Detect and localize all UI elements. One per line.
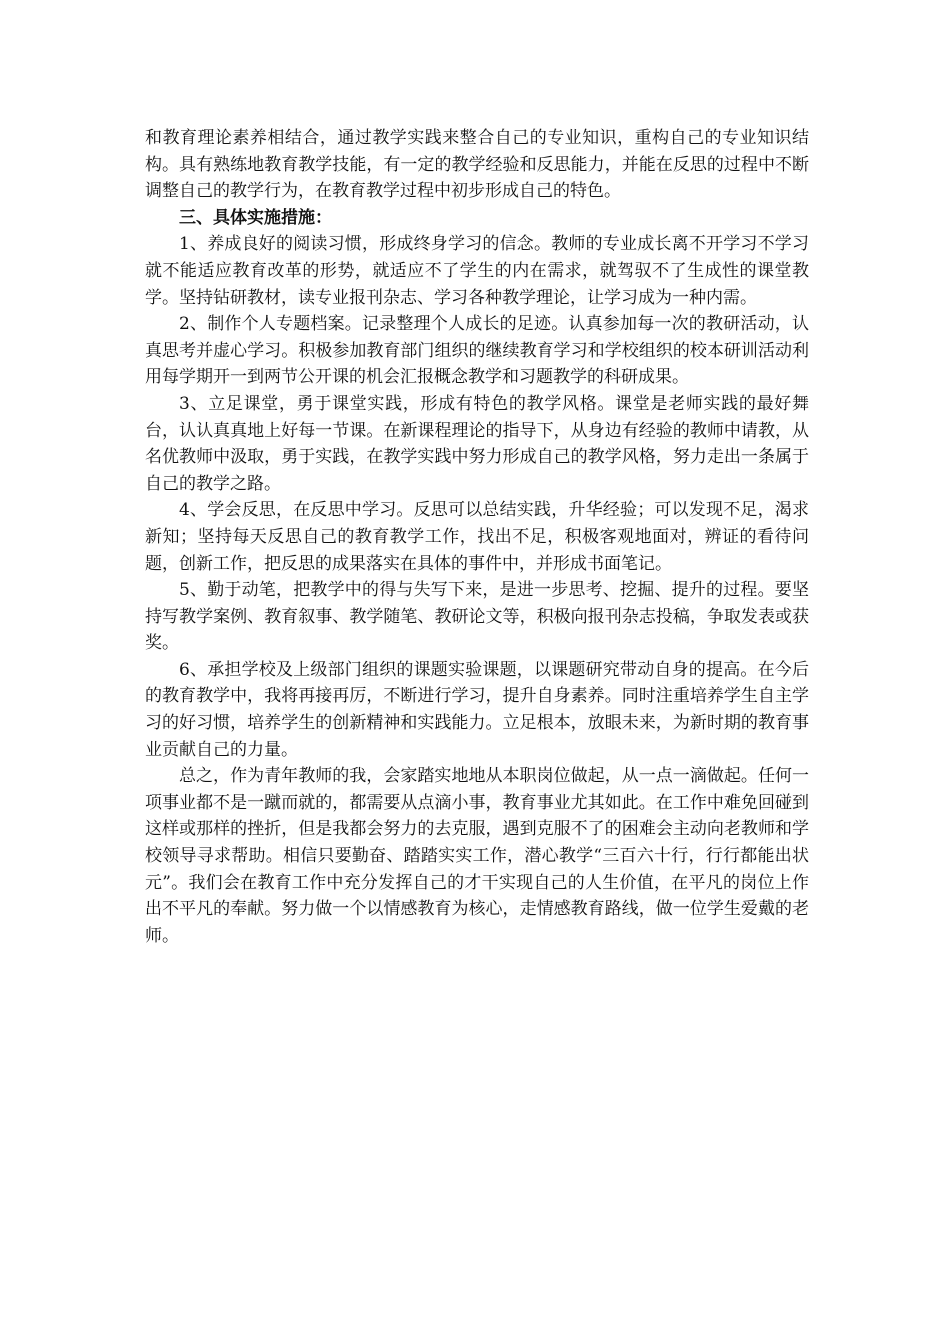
paragraph-conclusion: 总之，作为青年教师的我，会家踏实地地从本职岗位做起，从一点一滴做起。任何一项事业都不是一蹴而就的，都需要从点滴小事，教育事业尤其如此。在工作中难免回碰到这样或那样的挫折，但是我都会努力的去克服，遇到克服不了的困难会主动向老教师和学校领导寻求帮助。相信只要勤奋、踏踏实实工作，潜心教学“三百六十行，行行都能出状元”。我们会在教育工作中充分发挥自己的才干实现自己的人生价值，在平凡的岗位上作出不平凡的奉献。努力做一个以情感教育为核心，走情感教育路线，做一位学生爱戴的老师。 (145, 766, 809, 946)
document-body (145, 125, 809, 949)
paragraph-measure-2: 2、制作个人专题档案。记录整理个人成长的足迹。认真参加每一次的教研活动，认真思考并虚心学习。积极参加教育部门组织的继续教育学习和学校组织的校本研训活动利用每学期开一到两节公开课的机会汇报概念教学和习题教学的科研成果。 (145, 314, 809, 388)
paragraph-measure-1: 1、养成良好的阅读习惯，形成终身学习的信念。教师的专业成长离不开学习不学习就不能适应教育改革的形势，就适应不了学生的内在需求，就驾驭不了生成性的课堂教学。坚持钻研教材，读专业报刊杂志、学习各种教学理论，让学习成为一种内需。 (145, 234, 809, 308)
paragraph-measure-6: 6、承担学校及上级部门组织的课题实验课题，以课题研究带动自身的提高。在今后的教育教学中，我将再接再厉，不断进行学习，提升自身素养。同时注重培养学生自主学习的好习惯，培养学生的创新精神和实践能力。立足根本，放眼未来，为新时期的教育事业贡献自己的力量。 (145, 659, 809, 760)
paragraph-measure-4: 4、学会反思，在反思中学习。反思可以总结实践，升华经验；可以发现不足，渴求新知；坚持每天反思自己的教育教学工作，找出不足，积极客观地面对，辨证的看待问题，创新工作，把反思的成果落实在具体的事件中，并形成书面笔记。 (145, 500, 809, 574)
paragraph-measure-3: 3、立足课堂，勇于课堂实践，形成有特色的教学风格。课堂是老师实践的最好舞台，认认真真地上好每一节课。在新课程理论的指导下，从身边有经验的教师中请教，从名优教师中汲取，勇于实践，在教学实践中努力形成自己的教学风格，努力走出一条属于自己的教学之路。 (145, 393, 809, 494)
paragraph-measure-5: 5、勤于动笔，把教学中的得与失写下来，是进一步思考、挖掘、提升的过程。要坚持写教学案例、教育叙事、教学随笔、教研论文等，积极向报刊杂志投稿，争取发表或获奖。 (145, 580, 809, 654)
section-heading: 三、具体实施措施： (179, 207, 332, 228)
paragraph-continuation: 和教育理论素养相结合，通过教学实践来整合自己的专业知识，重构自己的专业知识结构。具有熟练地教育教学技能，有一定的教学经验和反思能力，并能在反思的过程中不断调整自己的教学行为，在教育教学过程中初步形成自己的特色。 (145, 128, 809, 202)
